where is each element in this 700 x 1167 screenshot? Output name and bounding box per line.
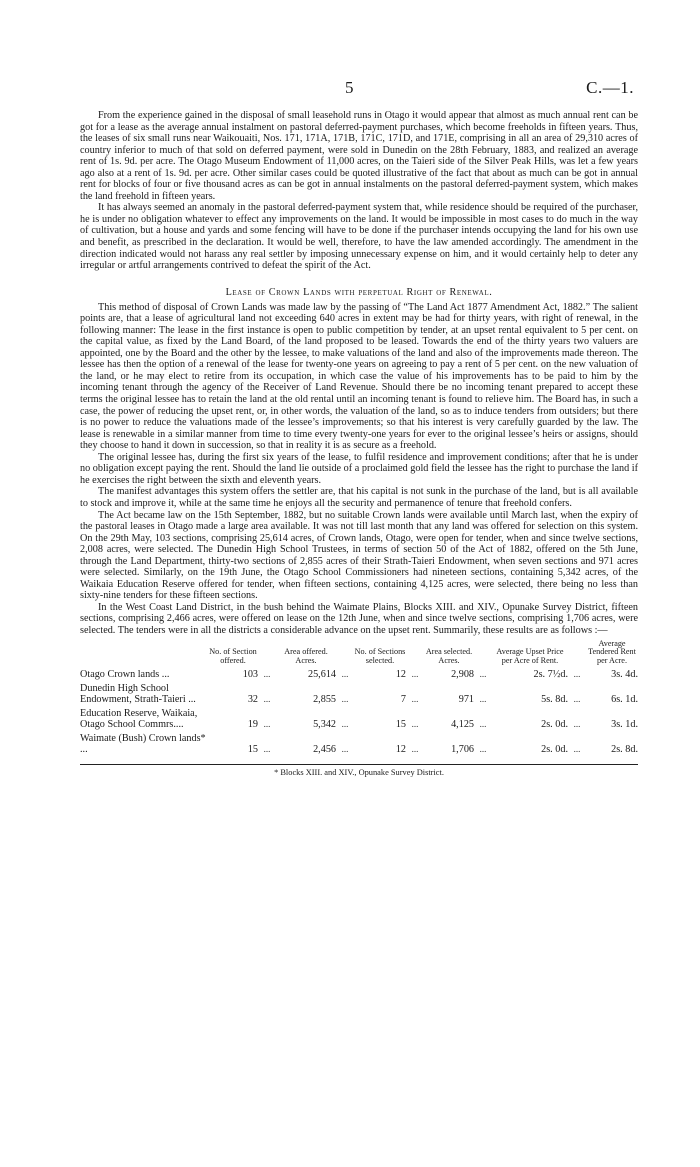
leader-dots: ... <box>573 694 581 705</box>
row-label: Otago Crown lands ... <box>80 669 170 681</box>
cell-area-offered: 2,456 <box>313 744 336 756</box>
cell-offered: 32 <box>247 694 258 706</box>
document-reference: C.—1. <box>586 78 634 97</box>
leader-dots: ... <box>341 744 349 755</box>
cell-area-offered: 25,614 <box>307 669 336 681</box>
leader-dots: ... <box>479 669 487 680</box>
leader-dots: ... <box>341 719 349 730</box>
table-header-row <box>80 640 638 668</box>
leader-dots: ... <box>263 669 271 680</box>
cell-selected: 12 <box>395 744 406 756</box>
cell-upset-price: 2s. 7½d. <box>533 669 568 681</box>
paragraph: This method of disposal of Crown Lands was made law by the passing of “The Land Act 1877 Amendment Act, 1882.” The salient points are, that a lease of agricultural land not exceeding 640 acres in extent may be had for thirty years, with right of renewal, in the following manner: The lease in the first instance is open to public competition by tender, at an upset rental equivalent to 5 per cent. on the capital value, as fixed by the Land Board, of the land proposed to be leased. Towards the end of the thirty years two valuers are appointed, one by the Board and the other by the lessee, to make valuations of the land and also of the improvements made thereon. The lessee has then the option of a renewal of the lease for twenty-one years on agreeing to pay a rent of 5 per cent. on the new valuation of the land, or he may elect to retire from its occupation, in which case the value of his improvements has to be paid to him by the incoming tenant through the agency of the Receiver of Land Revenue. Should there be no incoming tenant prepared to accept these terms the original lessee has to retain the land at the old rental until an incoming tenant is found to relieve him. The Board has, in such a case, the power of reducing the upset rent, or, in other words, the valuation of the land, so as to induce tenders from outsiders; but there is no power to reduce the valuations made of the lessee’s improvements; so that his interest is very carefully guarded by the law. The lease is renewable in a similar manner from time to time every twenty-one years for ever to the original lessee’s heirs or assigns, should they choose to hand it down in succession, so that in reality it is as secure as a freehold. <box>80 301 638 452</box>
leader-dots: ... <box>411 719 419 730</box>
cell-offered: 103 <box>242 669 258 681</box>
cell-area-offered: 2,855 <box>313 694 336 706</box>
cell-selected: 12 <box>395 669 406 681</box>
paragraph: From the experience gained in the disposal of small leasehold runs in Otago it would appear that almost as much annual rent can be got for a lease as the average annual instalment on pastoral deferred-payment purchases, which become freeholds in fifteen years. Thus, the leases of six small runs near Waikouaiti, Nos. 171, 171A, 171B, 171C, 171D, and 171E, comprising in all an area of 29,310 acres of country inferior to much of that sold on deferred payment, were sold in Dunedin on the 28th February, 1883, and realized an average rent of 1s. 9d. per acre. The Otago Museum Endowment of 11,000 acres, on the Taieri side of the Silver Peak Hills, was let a few years ago also at a rent of 1s. 9d. per acre. Other similar cases could be quoted illustrative of the fact that about as much can be got in annual rent for blocks of four or five thousand acres as can be got in annual instalments on the pastoral deferred-payment system, which makes the land freehold in fifteen years. <box>80 110 638 202</box>
leader-dots: ... <box>411 744 419 755</box>
cell-tendered-rent: 3s. 4d. <box>611 669 638 681</box>
cell-area-selected: 971 <box>458 694 474 706</box>
table-row <box>80 681 638 706</box>
row-label: Waimate (Bush) Crown lands* ... <box>80 732 206 756</box>
leader-dots: ... <box>479 744 487 755</box>
col-header-area-selected: Area selected. Acres. <box>425 647 473 665</box>
page-number: 5 <box>345 78 354 97</box>
cell-area-offered: 5,342 <box>313 719 336 731</box>
leader-dots: ... <box>573 744 581 755</box>
cell-offered: 15 <box>247 744 258 756</box>
leader-dots: ... <box>573 669 581 680</box>
summary-table <box>80 640 638 756</box>
leader-dots: ... <box>479 719 487 730</box>
col-header-selected: No. of Sections selected. <box>354 647 406 665</box>
paragraph: It has always seemed an anomaly in the pastoral deferred-payment system that, while residence should be required of the purchaser, he is under no obligation whatever to effect any improvements on the land. It would be impossible in most cases to do much in the way of cultivation, but a house and yards and some fencing will have to be done if the purchaser intends occupying the land for his own use and benefit, as prescribed in the declaration. It would be well, therefore, to have the law amended accordingly. The amendment in the direction indicated would not harass any real settler by imposing unnecessary expense on him, and it would certainly help to deter any irregular or artful arrangements contrived to defeat the spirit of the Act. <box>80 202 638 272</box>
paragraph: The Act became law on the 15th September, 1882, but no suitable Crown lands were available until March last, when the expiry of the pastoral leases in Otago made a large area available. It was not till last month that any land was offered for selection on this system. On the 29th May, 103 sections, comprising 25,614 acres, of Crown lands, Otago, were open for tender, when and since twelve sections, 2,008 acres, were selected. The Dunedin High School Trustees, in terms of section 50 of the Act of 1882, offered on the 5th June, through the Land Department, thirty-two sections of 2,855 acres of their Strath-Taieri Endowment, when seven sections and 971 acres were selected. Similarly, on the 19th June, the Otago School Commissioners had nineteen sections, containing 5,342 acres, of the Waikaia Education Reserve offered for tender, when fifteen sections, containing 4,125 acres, were selected, there being no less than sixty-nine tenders for these fifteen sections. <box>80 509 638 602</box>
table-row <box>80 667 638 681</box>
leader-dots: ... <box>479 694 487 705</box>
col-header-tendered-rent: Average Tendered Rent per Acre. <box>588 638 636 665</box>
table-rule <box>80 764 638 765</box>
col-header-area-offered: Area offered. Acres. <box>284 647 328 665</box>
col-header-upset-price: Average Upset Price per Acre of Rent. <box>496 647 564 665</box>
cell-area-selected: 1,706 <box>451 744 474 756</box>
cell-selected: 7 <box>400 694 406 706</box>
row-label: Education Reserve, Waikaia, Otago School Commrs.... <box>80 707 198 731</box>
cell-tendered-rent: 2s. 8d. <box>611 744 638 756</box>
page-header <box>0 78 700 98</box>
leader-dots: ... <box>341 694 349 705</box>
page-body <box>80 110 638 777</box>
leader-dots: ... <box>263 719 271 730</box>
cell-offered: 19 <box>247 719 258 731</box>
row-label: Dunedin High School Endowment, Strath-Taieri ... <box>80 682 196 706</box>
leader-dots: ... <box>411 694 419 705</box>
section-heading: Lease of Crown Lands with perpetual Right of Renewal. <box>225 286 493 298</box>
paragraph: The manifest advantages this system offers the settler are, that his capital is not sunk in the purchase of the land, but is all available to stock and improve it, while at the same time he enjoys all the security and permanence of tenure that freehold confers. <box>80 486 638 509</box>
leader-dots: ... <box>263 744 271 755</box>
footnote: * Blocks XIII. and XIV., Opunake Survey District. <box>274 767 444 777</box>
paragraph: The original lessee has, during the first six years of the lease, to fulfil residence and improvement conditions; after that he is under no obligation except paying the rent. Should the land lie outside of a proclaimed gold field the lessee has the right to purchase the land if he exercises the right between the sixth and eleventh years. <box>80 451 638 486</box>
cell-area-selected: 2,908 <box>451 669 474 681</box>
table-row <box>80 731 638 756</box>
cell-tendered-rent: 3s. 1d. <box>611 719 638 731</box>
cell-upset-price: 5s. 8d. <box>541 694 568 706</box>
paragraph: In the West Coast Land District, in the bush behind the Waimate Plains, Blocks XIII. and XIV., Opunake Survey District, fifteen sections, comprising 2,466 acres, were offered on lease on the 12th June, when and since twelve sections, comprising 1,706 acres, were selected. The tenders were in all the districts a considerable advance on the upset rent. Summarily, these results are as follows :— <box>80 601 638 636</box>
leader-dots: ... <box>573 719 581 730</box>
cell-upset-price: 2s. 0d. <box>541 719 568 731</box>
col-header-offered: No. of Section offered. <box>209 647 257 665</box>
table-row <box>80 706 638 731</box>
leader-dots: ... <box>341 669 349 680</box>
leader-dots: ... <box>411 669 419 680</box>
cell-upset-price: 2s. 0d. <box>541 744 568 756</box>
leader-dots: ... <box>263 694 271 705</box>
cell-area-selected: 4,125 <box>451 719 474 731</box>
cell-selected: 15 <box>395 719 406 731</box>
cell-tendered-rent: 6s. 1d. <box>611 694 638 706</box>
